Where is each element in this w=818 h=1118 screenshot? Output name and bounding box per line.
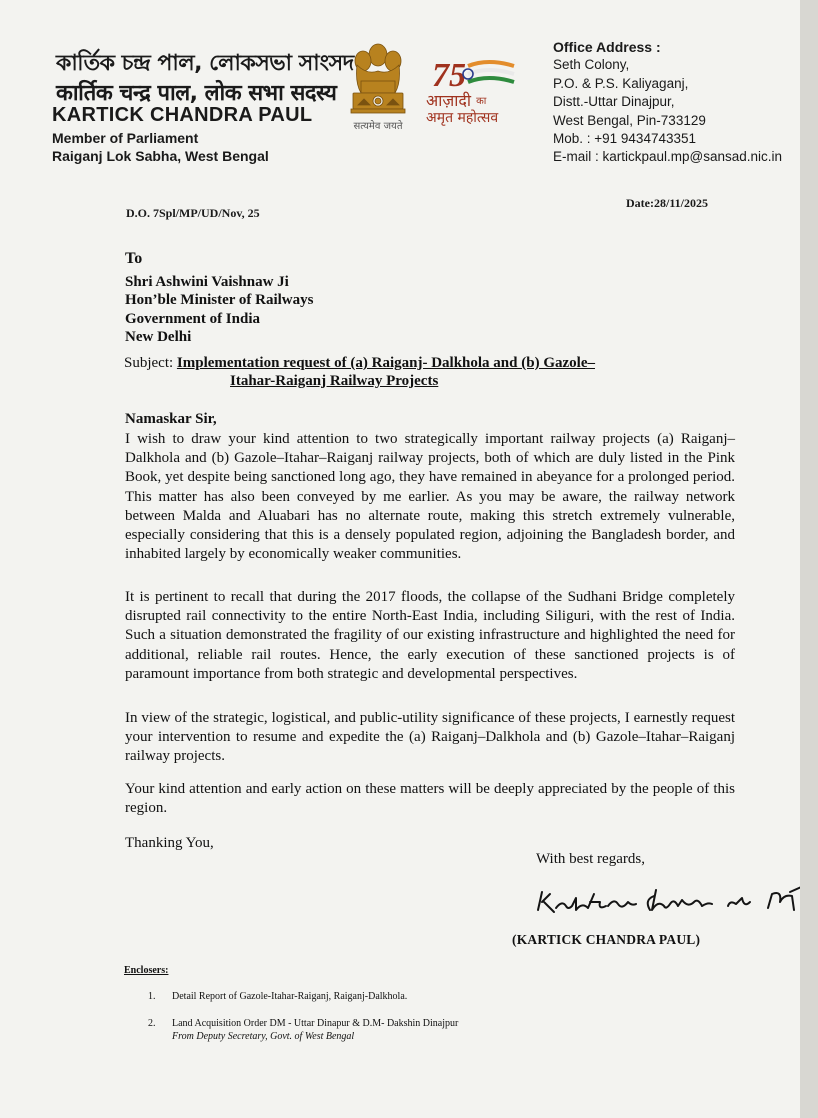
emblem-motto: सत्यमेव जयते: [353, 121, 403, 132]
flag-stripes-icon: [463, 62, 514, 82]
recipient-block: [125, 250, 313, 347]
regards-line: With best regards,: [536, 851, 645, 867]
salutation: Namaskar Sir,: [125, 411, 217, 427]
body-paragraph: I wish to draw your kind attention to two strategically important railway projects (a) Raiganj–Dalkhola and (b) Gazole–Itahar–Raiganj railway projects, both of which are duly listed in the Pink Book, yet despite being sanctioned long ago, they have remained in abeyance for a prolonged period. This matter has also been conveyed by me earlier. As you may be aware, the railway network between Malda and Aluabari has no alternate route, making this stretch extremely vulnerable, especially considering that this is a densely populated region, adjoining the Bangladesh border, and inhabited largely by economically weaker communities.: [125, 431, 735, 563]
enclosure-number: 1.: [148, 991, 156, 1002]
page-background-edge: [800, 0, 818, 1118]
office-address-block: [553, 38, 782, 167]
enclosures-heading: Enclosers:: [124, 965, 169, 976]
enclosure-text: Land Acquisition Order DM - Uttar Dinapur & D.M- Dakshin Dinajpur: [172, 1018, 459, 1029]
body-paragraph: It is pertinent to recall that during the 2017 floods, the collapse of the Sudhani Bridge completely disrupted rail connectivity to the entire North-East India, including Siliguri, with the rest of India. Such a situation demonstrated the fragility of our existing infrastructure and highlighted the need for additional, reliable rail routes. Hence, the early execution of these sanctioned projects is of paramount importance from both strategic and developmental perspectives.: [125, 589, 735, 682]
body-paragraph: Your kind attention and early action on these matters will be deeply appreciated by the people of this region.: [125, 781, 735, 817]
recipient-name: Shri Ashwini Vaishnaw Ji: [125, 273, 289, 290]
recipient-title: Hon’ble Minister of Railways: [125, 292, 314, 308]
office-line: Seth Colony,: [553, 57, 630, 73]
recipient-org: Government of India: [125, 310, 260, 327]
logo-ka-text: का: [476, 96, 487, 107]
enclosure-text: Detail Report of Gazole-Itahar-Raiganj, Raiganj-Dalkhola.: [172, 991, 408, 1002]
body-paragraph: In view of the strategic, logistical, and public-utility significance of these projects, I earnestly request your intervention to resume and expedite the (a) Raiganj–Dalkhola and (b) Gazole–Itahar–Raiganj railway projects.: [125, 710, 735, 765]
letter-date: Date:28/11/2025: [626, 196, 708, 210]
subject-text-line2: Itahar-Raiganj Railway Projects: [230, 373, 439, 389]
name-bengali: কার্তিক চন্দ্র পাল, লোকসভা সাংসদ: [56, 51, 354, 76]
national-emblem-icon: [345, 35, 411, 135]
to-label: To: [125, 250, 143, 267]
subject-text-line1: Implementation request of (a) Raiganj- Dalkhola and (b) Gazole–: [176, 355, 595, 371]
office-email: E-mail : kartickpaul.mp@sansad.nic.in: [553, 149, 783, 165]
logo-azadi-text: आज़ादी: [426, 91, 472, 110]
handwritten-signature: [532, 880, 814, 924]
constituency: Raiganj Lok Sabha, West Bengal: [52, 148, 269, 164]
name-hindi: कार्तिक चन्द्र पाल, लोक सभा सदस्य: [56, 81, 337, 106]
office-phone: Mob. : +91 9434743351: [553, 131, 696, 147]
logo-amrit-text: अमृत महोत्सव: [426, 110, 499, 126]
name-english: KARTICK CHANDRA PAUL: [52, 104, 313, 126]
office-heading: Office Address :: [553, 39, 661, 55]
office-line: P.O. & P.S. Kaliyaganj,: [553, 75, 689, 91]
logo-75-number: 75: [432, 57, 466, 94]
enclosure-number: 2.: [148, 1018, 156, 1029]
svg-text:आज़ादी का: [426, 91, 487, 110]
azadi-ka-amrit-mahotsav-logo: [422, 52, 530, 126]
enclosure-note: From Deputy Secretary, Govt. of West Bengal: [172, 1031, 355, 1042]
office-line: Distt.-Uttar Dinajpur,: [553, 94, 675, 110]
office-line: West Bengal, Pin-733129: [553, 112, 706, 128]
signatory-name: (KARTICK CHANDRA PAUL): [512, 932, 701, 947]
enclosure-item: [148, 1017, 458, 1043]
subject-line: [124, 354, 684, 390]
reference-number: D.O. 7Spl/MP/UD/Nov, 25: [126, 206, 260, 220]
closing-line: Thanking You,: [125, 835, 214, 851]
designation: Member of Parliament: [52, 130, 199, 146]
enclosure-item: [148, 991, 407, 1002]
recipient-city: New Delhi: [125, 329, 192, 345]
subject-label: Subject:: [124, 355, 177, 371]
